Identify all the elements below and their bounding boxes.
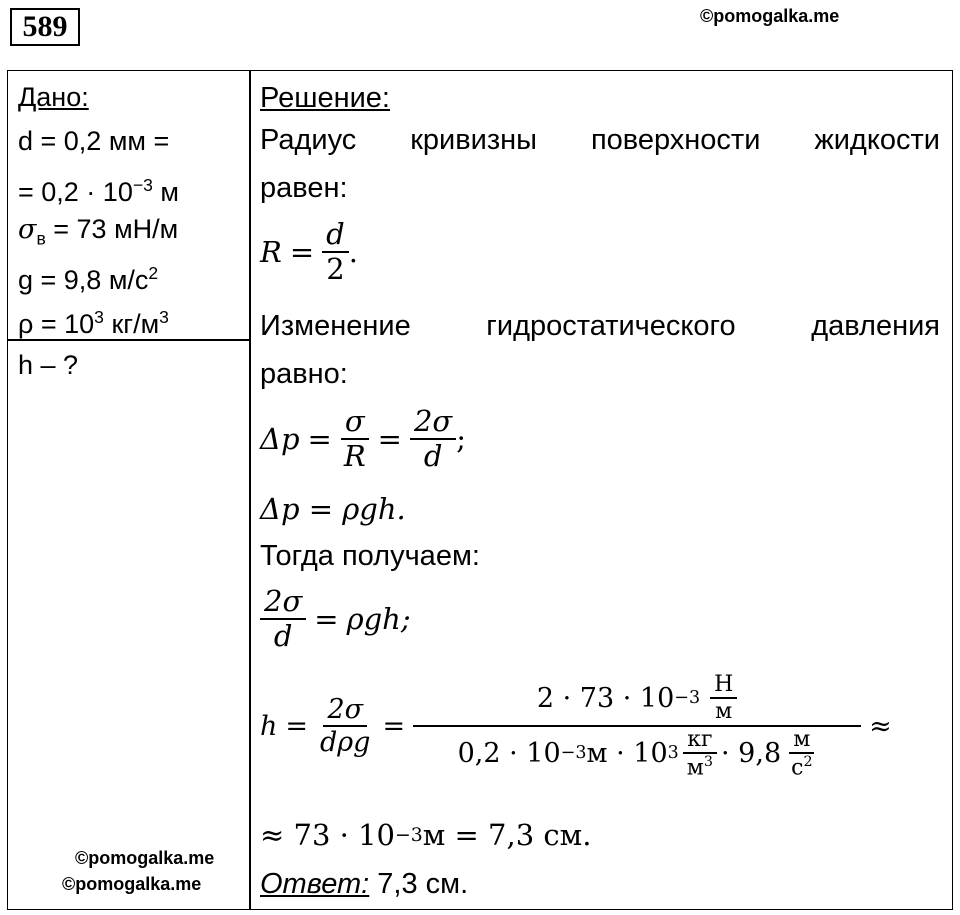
eq2-fraction-1 bbox=[340, 405, 370, 474]
eq2-tail: ; bbox=[456, 422, 467, 457]
eq2-fraction-2 bbox=[410, 405, 456, 474]
answer-label: Ответ: bbox=[260, 868, 370, 900]
eq4-den: d bbox=[273, 619, 293, 654]
equation-hydrostatic: Δp = ρgh. bbox=[260, 492, 406, 526]
eq4-num: 2σ bbox=[260, 585, 306, 620]
given-sigma-symbol: σ bbox=[18, 214, 37, 245]
eq5-den-exp2: 3 bbox=[667, 743, 679, 764]
eq5-kg-den-base: м bbox=[686, 755, 704, 781]
given-g-exp: 2 bbox=[148, 263, 159, 283]
given-d-line2 bbox=[18, 170, 179, 207]
eq5-approx: ≈ bbox=[869, 710, 892, 742]
answer-line bbox=[260, 868, 468, 901]
eq5-unit-kg-per-m3 bbox=[683, 727, 717, 781]
eq5-big-num bbox=[413, 672, 861, 727]
p2-word: давления bbox=[811, 310, 940, 342]
eq5-unit-n-per-m bbox=[710, 672, 737, 725]
eq5-unit-m-per-s2 bbox=[787, 727, 816, 781]
eq2-f2-num: 2σ bbox=[410, 405, 456, 440]
p1-word: поверхности bbox=[590, 124, 761, 156]
given-g-value: g = 9,8 м/с bbox=[18, 265, 149, 295]
eq2-f1-den: R bbox=[343, 439, 366, 474]
watermark-bottom-2: ©pomogalka.me bbox=[62, 874, 202, 894]
given-rho-unit: кг/м bbox=[103, 309, 160, 339]
paragraph-2-end: равно: bbox=[260, 358, 348, 390]
eq5-ms-den-exp: 2 bbox=[803, 753, 813, 770]
given-d-line1: d = 0,2 мм = bbox=[18, 126, 170, 156]
eq4-fraction bbox=[260, 585, 306, 654]
eq5-ms-den bbox=[787, 754, 816, 781]
eq2-f2-den: d bbox=[423, 439, 443, 474]
given-rho bbox=[18, 302, 169, 339]
p2-word: Изменение bbox=[260, 310, 411, 342]
equation-radius: R = $\frac{d}{2}$ . bbox=[260, 217, 358, 287]
eq5-num-value: 2 · 73 · 10 bbox=[536, 682, 675, 714]
eq6-suffix: м = 7,3 см. bbox=[422, 818, 592, 852]
p1-word: Радиус bbox=[260, 124, 357, 156]
eq5-big-den bbox=[454, 727, 821, 781]
eq5-kg-den bbox=[683, 754, 717, 781]
given-g bbox=[18, 258, 158, 295]
given-rho-exp: 3 bbox=[94, 307, 104, 327]
eq5-num-exp: −3 bbox=[674, 688, 701, 709]
problem-number: 589 bbox=[10, 8, 80, 46]
eq6-prefix: ≈ 73 · 10 bbox=[260, 818, 395, 852]
eq1-lhs: R bbox=[260, 235, 282, 270]
paragraph-2 bbox=[260, 310, 940, 343]
paragraph-3: Тогда получаем: bbox=[260, 540, 480, 572]
watermark-top: ©pomogalka.me bbox=[700, 6, 840, 26]
equation-result bbox=[260, 818, 591, 852]
eq5-kg-num: кг bbox=[683, 727, 716, 754]
eq5-unit-den: м bbox=[715, 699, 733, 725]
given-rho-unit-exp: 3 bbox=[159, 307, 169, 327]
column-divider bbox=[249, 70, 251, 910]
given-divider bbox=[7, 339, 250, 341]
p1-word: жидкости bbox=[814, 124, 940, 156]
given-d-exp: −3 bbox=[132, 175, 153, 195]
find-quantity: h – ? bbox=[18, 350, 79, 380]
eq2-f1-num: σ bbox=[341, 405, 369, 440]
p1-word: кривизны bbox=[410, 124, 538, 156]
eq5-den-exp1: −3 bbox=[560, 743, 587, 764]
eq5-den-part3: · 9,8 bbox=[721, 738, 782, 770]
eq5-lhs: h bbox=[260, 710, 278, 742]
eq5-ms-num: м bbox=[789, 727, 814, 754]
solution-title: Решение: bbox=[260, 82, 390, 114]
eq5-formula-fraction bbox=[316, 694, 374, 758]
given-title: Дано: bbox=[18, 82, 89, 112]
eq1-fraction bbox=[322, 218, 349, 287]
answer-value: 7,3 см. bbox=[369, 868, 469, 900]
eq5-den-part2: м · 10 bbox=[586, 738, 668, 770]
p2-word: гидростатического bbox=[486, 310, 736, 342]
given-rho-value: ρ = 10 bbox=[18, 309, 95, 339]
paragraph-1-end: равен: bbox=[260, 172, 348, 204]
given-sigma bbox=[18, 214, 178, 253]
eq5-f-num: 2σ bbox=[323, 694, 367, 727]
eq5-numeric-fraction bbox=[413, 672, 861, 781]
given-d-unit: м bbox=[152, 177, 179, 207]
watermark-bottom-1: ©pomogalka.me bbox=[75, 848, 215, 868]
given-sigma-subscript: в bbox=[36, 228, 46, 249]
equation-height: h = $\frac{2\sigma}{\text{dρg}}$ = 2 · 73 · 10 −3 $\frac{Н}{м}$ 0,2 · 10 −3 м · 10 3 $\frac{кг}{м^3}$ · 9,8 $\frac{м}{с^2}$ ≈ bbox=[260, 672, 892, 781]
eq5-den-part1: 0,2 · 10 bbox=[457, 738, 561, 770]
eq5-ms-den-base: с bbox=[791, 755, 804, 781]
paragraph-1 bbox=[260, 124, 940, 157]
equation-combined: $\frac{2\sigma}{d}$ = ρgh; bbox=[260, 585, 411, 654]
equation-pressure: Δp = $\frac{\sigma}{R}$ = $\frac{2\sigma}{d}$ ; bbox=[260, 404, 467, 474]
given-d-line2-prefix: = 0,2 · 10 bbox=[18, 177, 133, 207]
eq5-unit-num: Н bbox=[710, 672, 737, 699]
eq5-f-den: dρg bbox=[320, 727, 371, 759]
eq1-num: d bbox=[322, 218, 349, 253]
eq2-lhs: Δp bbox=[260, 422, 300, 457]
eq5-kg-den-exp: 3 bbox=[703, 753, 714, 770]
eq1-den: 2 bbox=[326, 252, 345, 287]
eq1-tail: . bbox=[348, 235, 358, 270]
given-sigma-value: = 73 мН/м bbox=[45, 214, 179, 244]
eq4-rhs: ρgh; bbox=[346, 602, 411, 637]
eq6-exp: −3 bbox=[394, 824, 423, 846]
